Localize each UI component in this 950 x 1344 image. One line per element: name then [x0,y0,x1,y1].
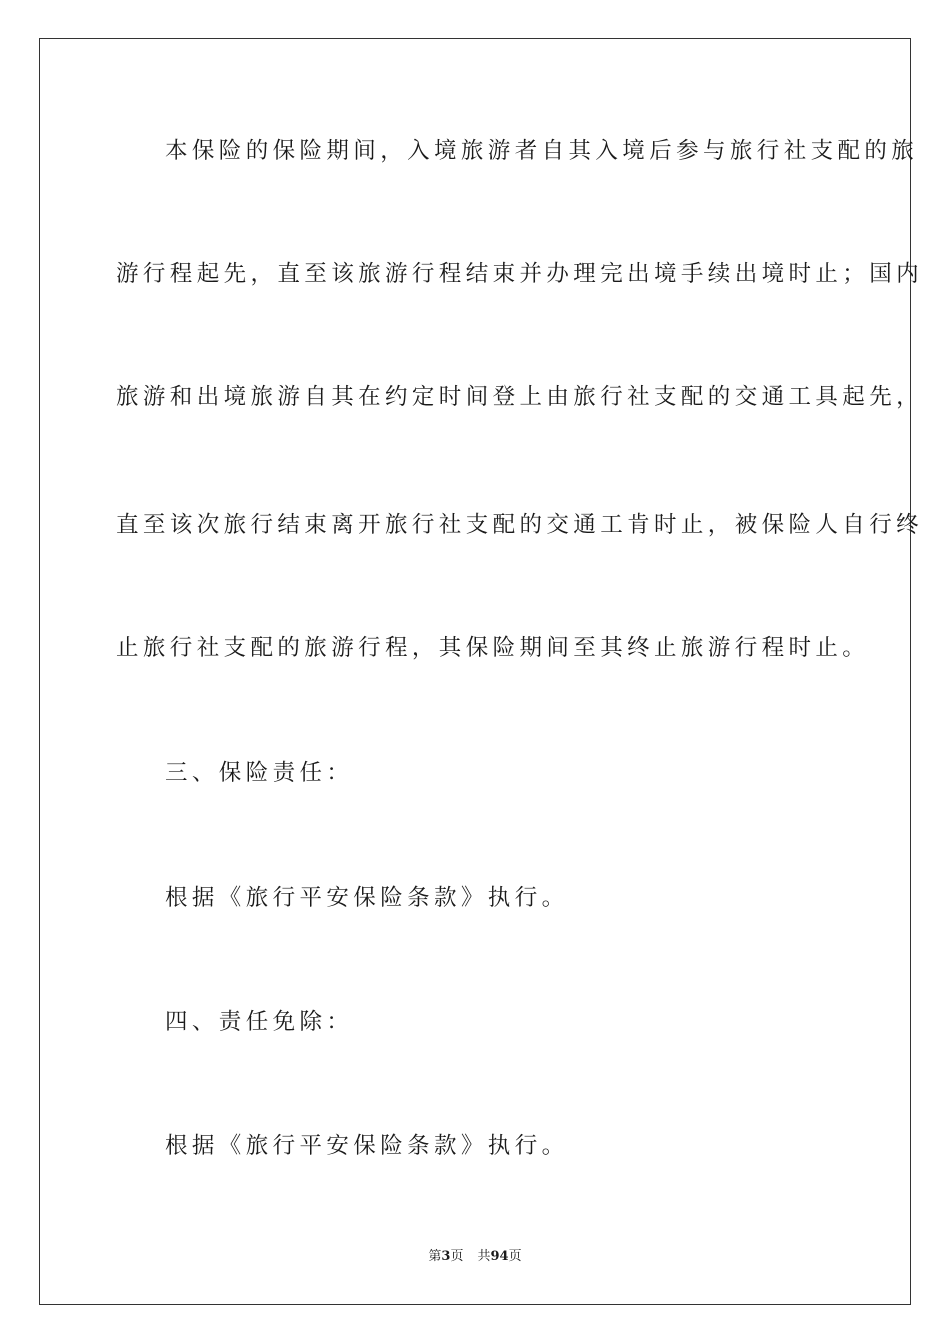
paragraph-line-5: 止旅行社支配的旅游行程，其保险期间至其终止旅游行程时止。 [116,635,870,661]
footer-page-suffix: 页 [450,1249,464,1264]
footer-total-suffix: 页 [508,1249,522,1264]
section-4-body: 根据《旅行平安保险条款》执行。 [165,1133,569,1159]
footer-page-prefix: 第 [428,1249,442,1264]
page-footer [0,1248,950,1266]
paragraph-line-3: 旅游和出境旅游自其在约定时间登上由旅行社支配的交通工具起先， [116,384,924,410]
section-4-heading: 四、责任免除： [165,1009,354,1035]
paragraph-line-4: 直至该次旅行结束离开旅行社支配的交通工肯时止，被保险人自行终 [116,512,924,538]
footer-page-number: 3 [441,1249,451,1264]
section-3-heading: 三、保险责任： [165,760,354,786]
footer-total-pages: 94 [490,1249,509,1264]
paragraph-line-2: 游行程起先，直至该旅游行程结束并办理完出境手续出境时止；国内 [116,261,924,287]
section-3-body: 根据《旅行平安保险条款》执行。 [165,885,569,911]
footer-total-prefix: 共 [477,1249,491,1264]
page-border [39,38,924,1305]
paragraph-line-1: 本保险的保险期间，入境旅游者自其入境后参与旅行社支配的旅 [165,138,919,164]
